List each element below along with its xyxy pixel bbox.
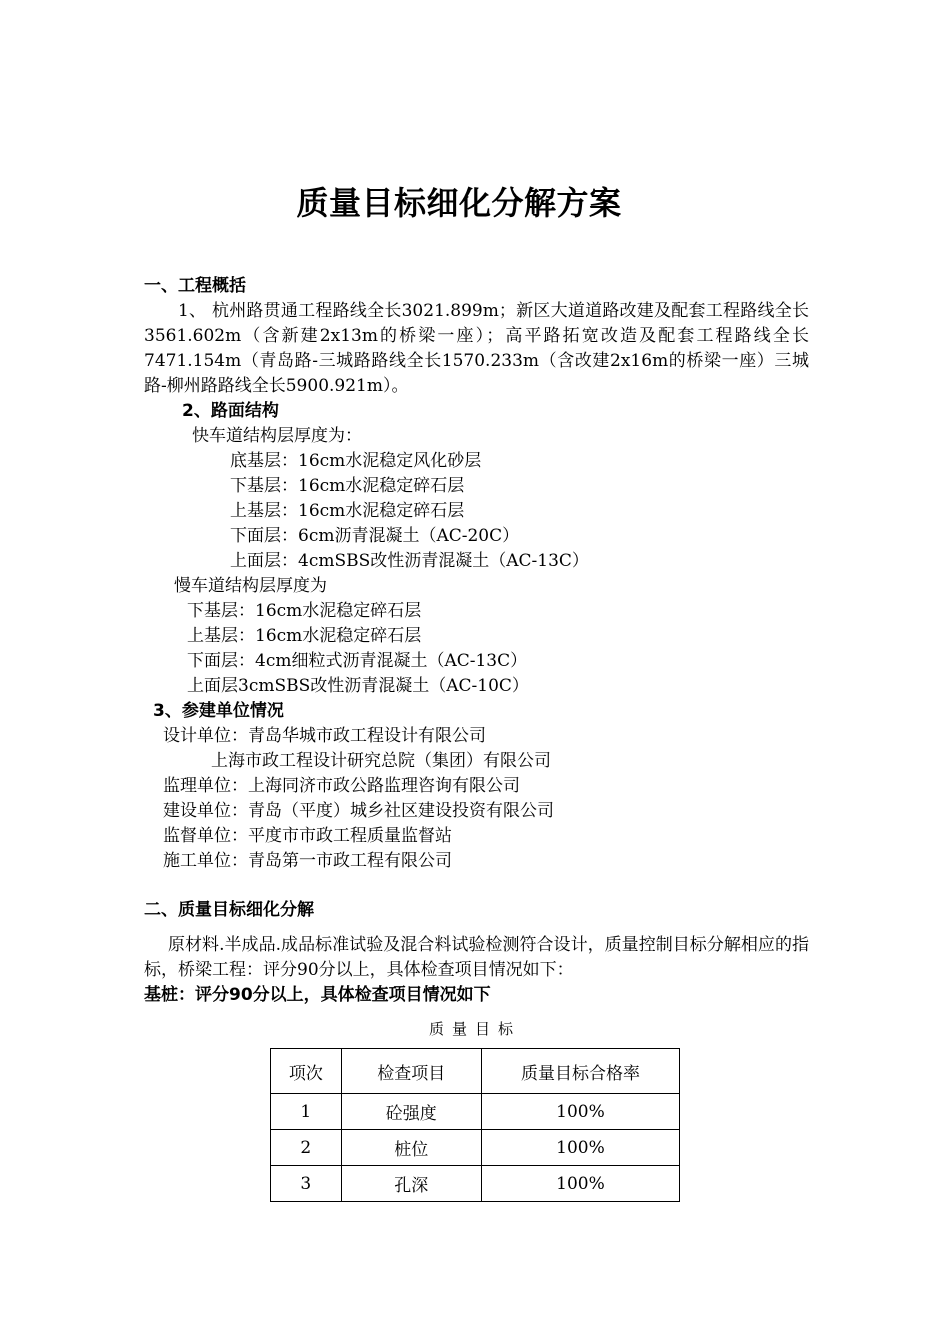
slow-lane-heading: 慢车道结构层厚度为 bbox=[174, 576, 327, 596]
project-overview-paragraph: 1、 杭州路贯通工程路线全长3021.899m；新区大道道路改建及配套工程路线全长3561.602m（含新建2x13m的桥梁一座）；高平路拓宽改造及配套工程路线全长7471.154m（青岛路-三城路路线全长1570.233m（含改建2x16m的桥梁一座）三城路-柳州路路线全长5900.921m）。 bbox=[144, 301, 809, 396]
slow-lane-layer: 上基层：16cm水泥稳定碎石层 bbox=[187, 626, 422, 646]
table-cell: 100% bbox=[481, 1166, 679, 1202]
table-header-cell: 检查项目 bbox=[341, 1049, 481, 1094]
table-cell: 1 bbox=[271, 1094, 342, 1130]
slow-lane-layer: 下面层：4cm细粒式沥青混凝土（AC-13C） bbox=[187, 651, 528, 671]
table-row bbox=[271, 1166, 680, 1202]
participant-unit: 施工单位：青岛第一市政工程有限公司 bbox=[163, 851, 452, 871]
table-header-row bbox=[271, 1049, 680, 1094]
quality-target-table bbox=[270, 1048, 680, 1202]
page-title: 质量目标细化分解方案 bbox=[296, 184, 622, 222]
section2-heading: 二、质量目标细化分解 bbox=[144, 900, 314, 920]
table-caption: 质量目标 bbox=[428, 1020, 521, 1038]
table-cell: 3 bbox=[271, 1166, 342, 1202]
participants-heading: 3、参建单位情况 bbox=[153, 701, 284, 721]
fast-lane-layer: 底基层：16cm水泥稳定风化砂层 bbox=[230, 451, 482, 471]
table-cell: 100% bbox=[481, 1094, 679, 1130]
section1-heading: 一、工程概括 bbox=[144, 276, 246, 296]
table-cell: 2 bbox=[271, 1130, 342, 1166]
table-cell: 砼强度 bbox=[341, 1094, 481, 1130]
participant-unit: 建设单位：青岛（平度）城乡社区建设投资有限公司 bbox=[163, 801, 554, 821]
pile-heading: 基桩：评分90分以上，具体检查项目情况如下 bbox=[144, 985, 491, 1005]
slow-lane-layer: 下基层：16cm水泥稳定碎石层 bbox=[187, 601, 422, 621]
quality-target-paragraph: 原材料.半成品.成品标准试验及混合料试验检测符合设计，质量控制目标分解相应的指标，桥梁工程：评分90分以上，具体检查项目情况如下： bbox=[144, 935, 809, 980]
participant-unit: 监理单位：上海同济市政公路监理咨询有限公司 bbox=[163, 776, 520, 796]
table-header-cell: 项次 bbox=[271, 1049, 342, 1094]
table-row bbox=[271, 1130, 680, 1166]
table-cell: 孔深 bbox=[341, 1166, 481, 1202]
fast-lane-heading: 快车道结构层厚度为： bbox=[192, 426, 362, 446]
table-cell: 桩位 bbox=[341, 1130, 481, 1166]
fast-lane-layer: 下基层：16cm水泥稳定碎石层 bbox=[230, 476, 465, 496]
slow-lane-layer: 上面层3cmSBS改性沥青混凝土（AC-10C） bbox=[187, 676, 529, 696]
participant-unit: 设计单位：青岛华城市政工程设计有限公司 bbox=[163, 726, 486, 746]
table-row bbox=[271, 1094, 680, 1130]
pavement-structure-heading: 2、路面结构 bbox=[182, 401, 279, 421]
table-cell: 100% bbox=[481, 1130, 679, 1166]
fast-lane-layer: 下面层：6cm沥青混凝土（AC-20C） bbox=[230, 526, 520, 546]
participant-unit: 上海市政工程设计研究总院（集团）有限公司 bbox=[211, 751, 551, 771]
fast-lane-layer: 上基层：16cm水泥稳定碎石层 bbox=[230, 501, 465, 521]
fast-lane-layer: 上面层：4cmSBS改性沥青混凝土（AC-13C） bbox=[230, 551, 589, 571]
participant-unit: 监督单位：平度市市政工程质量监督站 bbox=[163, 826, 452, 846]
table-header-cell: 质量目标合格率 bbox=[481, 1049, 679, 1094]
